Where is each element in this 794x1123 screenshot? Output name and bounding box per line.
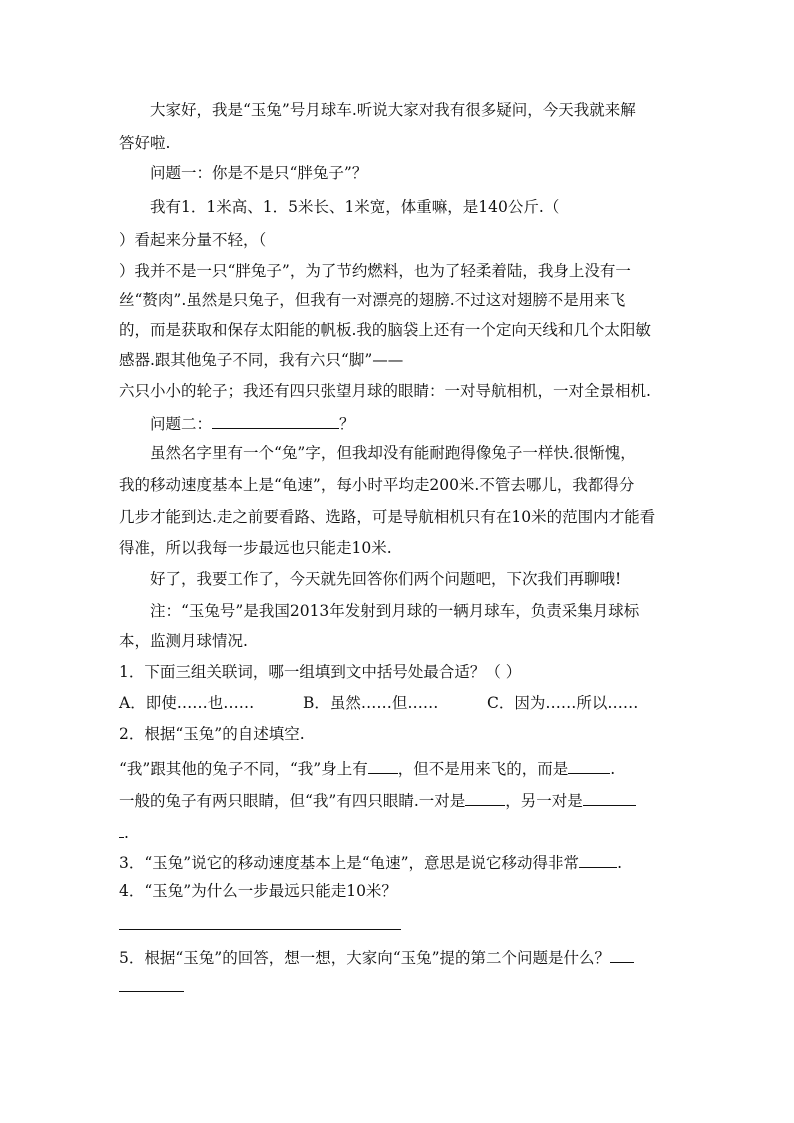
question-5 (119, 948, 634, 967)
passage-line: 虽然名字里有一个“兔”字，但我却没有能耐跑得像兔子一样快.很惭愧， (150, 444, 636, 462)
question-1-option-a[interactable]: A．即使……也…… (119, 694, 255, 712)
question-2-text: . (124, 824, 129, 842)
question-2: 2．根据“玉兔”的自述填空. (119, 725, 305, 743)
question-3 (119, 853, 622, 872)
question-3-blank[interactable] (579, 853, 617, 868)
question-2-text: 一般的兔子有两只眼睛，但“我”有四只眼睛.一对是 (119, 792, 466, 810)
passage-line: ）我并不是一只“胖兔子”，为了节约燃料，也为了轻柔着陆，我身上没有一 (119, 262, 631, 280)
question-2-text: ，但不是用来飞的，而是 (397, 760, 569, 778)
question-2-line-1 (119, 759, 615, 778)
question-mark: ？ (339, 415, 355, 433)
question-2-text: . (610, 760, 616, 778)
question-1: 1．下面三组关联词，哪一组填到文中括号处最合适？（ ） (119, 663, 522, 681)
question-1-option-b[interactable]: B．虽然……但…… (303, 694, 439, 712)
question-2-line-2 (119, 791, 636, 810)
passage-line: 好了，我要工作了，今天就先回答你们两个问题吧，下次我们再聊哦! (150, 570, 622, 588)
question-2-text: ，另一对是 (505, 792, 583, 810)
passage-line: 得准，所以我每一步最远也只能走10米. (119, 539, 392, 557)
question-2-blank-1[interactable] (368, 759, 398, 774)
passage-line: 我的移动速度基本上是“龟速”，每小时平均走200米.不管去哪儿，我都得分 (119, 476, 635, 494)
question-2-blank-2[interactable] (568, 759, 610, 774)
passage-line: 答好啦. (119, 134, 171, 152)
question-2-blank-3[interactable] (465, 791, 505, 806)
passage-line: 几步才能到达.走之前要看路、选路，可是导航相机只有在10米的范围内才能看 (119, 508, 656, 526)
question-5-text: 5．根据“玉兔”的回答，想一想，大家向“玉兔”提的第二个问题是什么？ (119, 949, 611, 967)
passage-line: 大家好，我是“玉兔”号月球车.听说大家对我有很多疑问，今天我就来解 (150, 101, 636, 119)
question-5-blank[interactable] (610, 948, 634, 963)
question-2-text: “我”跟其他的兔子不同，“我”身上有 (119, 760, 368, 778)
passage-line: 丝“赘肉”.虽然是只兔子，但我有一对漂亮的翅膀.不过这对翅膀不是用来飞 (119, 291, 626, 309)
question-4: 4．“玉兔”为什么一步最远只能走10米？ (119, 882, 397, 900)
passage-line: 六只小小的轮子；我还有四只张望月球的眼睛：一对导航相机，一对全景相机. (119, 382, 651, 400)
passage-line: 我有1．1米高、1．5米长、1米宽，体重嘛，是140公斤.（ (150, 198, 560, 216)
question-two-heading (150, 414, 355, 433)
question-two-blank[interactable] (212, 414, 339, 429)
passage-line: 感器.跟其他兔子不同，我有六只“脚”—— (119, 351, 404, 369)
question-3-text: 3．“玉兔”说它的移动速度基本上是“龟速”，意思是说它移动得非常 (119, 854, 580, 872)
question-4-answer-line[interactable] (119, 929, 401, 930)
question-2-blank-4[interactable] (583, 791, 636, 806)
passage-line: ）看起来分量不轻，（ (119, 231, 267, 249)
note-line: 本，监测月球情况. (119, 632, 248, 650)
question-5-answer-line[interactable] (119, 991, 184, 992)
question-one-heading: 问题一：你是不是只“胖兔子”？ (150, 164, 368, 182)
question-2-line-3 (119, 823, 129, 842)
passage-line: 的，而是获取和保存太阳能的帆板.我的脑袋上还有一个定向天线和几个太阳敏 (119, 321, 651, 339)
question-1-option-c[interactable]: C．因为……所以…… (487, 694, 639, 712)
question-two-label: 问题二： (150, 415, 213, 433)
question-3-text: . (617, 854, 622, 872)
note-line: 注：“玉兔号”是我国2013年发射到月球的一辆月球车，负责采集月球标 (150, 602, 640, 620)
